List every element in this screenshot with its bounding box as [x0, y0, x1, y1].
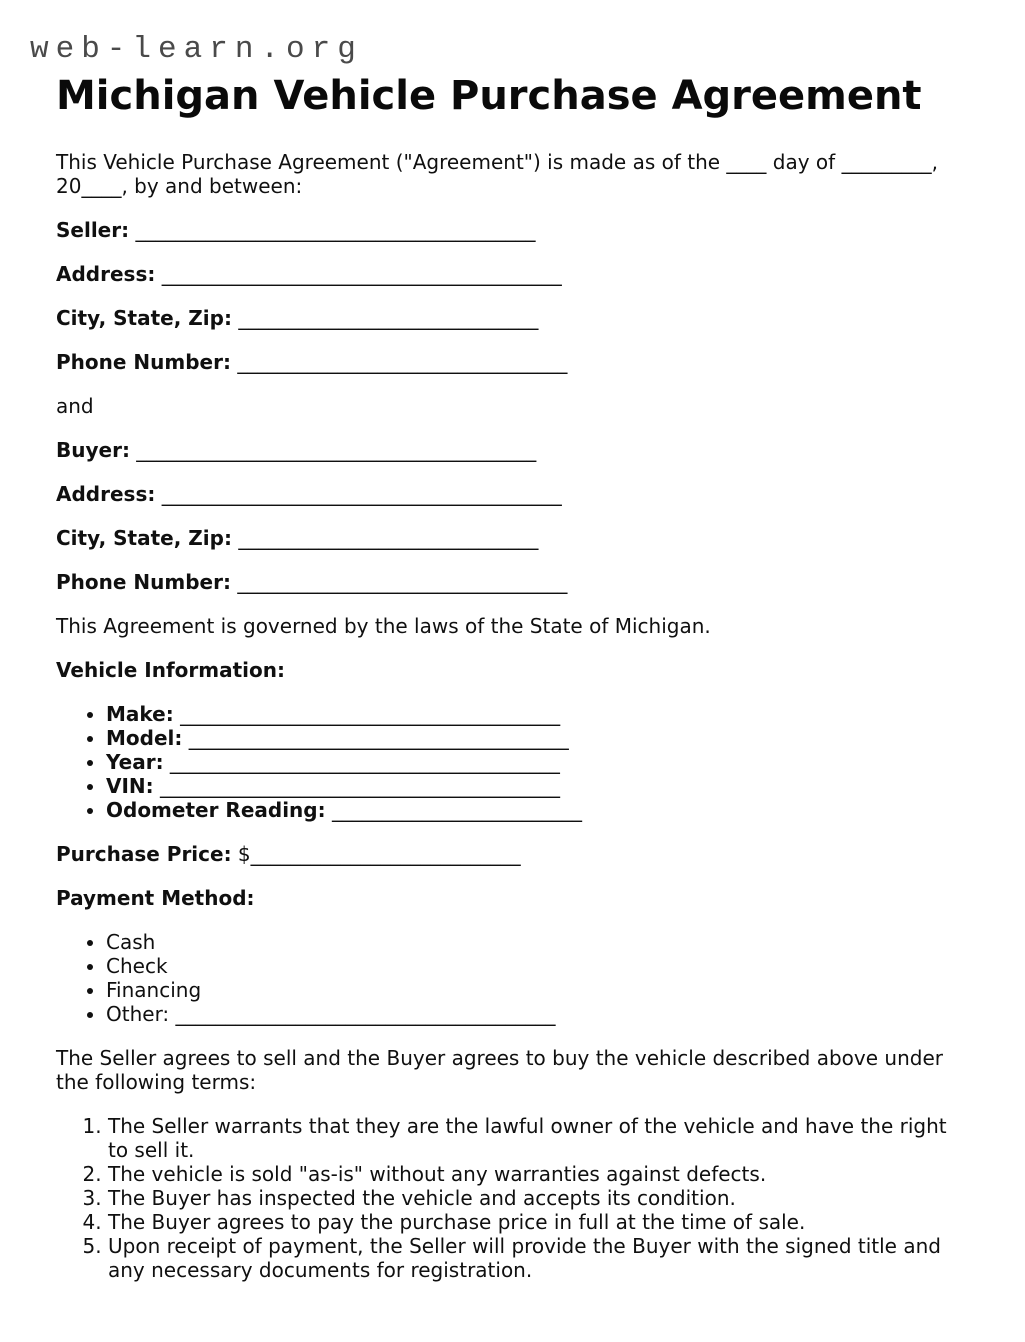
seller-address-field — [56, 262, 966, 286]
seller-city-state-zip-field — [56, 306, 966, 330]
buyer-city-state-zip-blank: ______________________________ — [231, 526, 539, 550]
payment-option-check — [106, 954, 966, 978]
seller-name-label: Seller: — [56, 218, 130, 242]
vehicle-information-list — [56, 702, 966, 822]
vehicle-odometer-item — [106, 798, 966, 822]
vehicle-make-label: Make: — [106, 702, 174, 726]
buyer-name-field — [56, 438, 966, 462]
vehicle-model-label: Model: — [106, 726, 183, 750]
buyer-phone-blank: _________________________________ — [230, 570, 568, 594]
connector-text: and — [56, 394, 94, 418]
vehicle-vin-blank: ________________________________________ — [153, 774, 561, 798]
buyer-phone-field — [56, 570, 966, 594]
buyer-phone-label: Phone Number: — [56, 570, 231, 594]
seller-name-blank: ________________________________________ — [129, 218, 536, 242]
seller-phone-blank: _________________________________ — [230, 350, 568, 374]
term-item-1: 1. The Seller warrants that they are the lawful owner of the vehicle and have the right to sell it. — [108, 1114, 966, 1162]
payment-option-check-label: Check — [106, 954, 168, 978]
vehicle-make-blank: ______________________________________ — [173, 702, 561, 726]
seller-address-blank: ________________________________________ — [155, 262, 562, 286]
buyer-address-field — [56, 482, 966, 506]
seller-phone-field — [56, 350, 966, 374]
seller-phone-label: Phone Number: — [56, 350, 231, 374]
payment-option-other-label: Other: — [106, 1002, 170, 1026]
vehicle-model-item — [106, 726, 966, 750]
vehicle-model-blank: ______________________________________ — [182, 726, 569, 750]
buyer-name-blank: ________________________________________ — [129, 438, 537, 462]
site-logo: web-learn.org — [30, 32, 363, 67]
seller-address-label: Address: — [56, 262, 156, 286]
seller-city-state-zip-blank: ______________________________ — [231, 306, 539, 330]
buyer-name-label: Buyer: — [56, 438, 130, 462]
vehicle-make-item — [106, 702, 966, 726]
vehicle-year-blank: _______________________________________ — [163, 750, 560, 774]
payment-option-cash-label: Cash — [106, 930, 156, 954]
payment-method-list — [56, 930, 966, 1026]
term-item-3: 3. The Buyer has inspected the vehicle and accepts its condition. — [108, 1186, 966, 1210]
terms-list — [56, 1114, 966, 1282]
buyer-city-state-zip-label: City, State, Zip: — [56, 526, 232, 550]
vehicle-odometer-label: Odometer Reading: — [106, 798, 326, 822]
vehicle-vin-label: VIN: — [106, 774, 154, 798]
terms-intro-paragraph: The Seller agrees to sell and the Buyer agrees to buy the vehicle described above under the following terms: — [56, 1046, 943, 1094]
payment-option-cash — [106, 930, 966, 954]
seller-city-state-zip-label: City, State, Zip: — [56, 306, 232, 330]
purchase-price-blank: $___________________________ — [231, 842, 521, 866]
vehicle-year-item — [106, 750, 966, 774]
buyer-address-label: Address: — [56, 482, 156, 506]
term-item-5: 5. Upon receipt of payment, the Seller will provide the Buyer with the signed title and any necessary documents for registration. — [108, 1234, 966, 1282]
payment-option-financing — [106, 978, 966, 1002]
term-item-4: 4. The Buyer agrees to pay the purchase price in full at the time of sale. — [108, 1210, 966, 1234]
governing-law-text: This Agreement is governed by the laws of the State of Michigan. — [56, 614, 711, 638]
payment-option-financing-label: Financing — [106, 978, 202, 1002]
vehicle-odometer-blank: _________________________ — [325, 798, 582, 822]
vehicle-information-heading: Vehicle Information: — [56, 658, 285, 682]
page-title: Michigan Vehicle Purchase Agreement — [56, 73, 922, 119]
seller-name-field — [56, 218, 966, 242]
purchase-price-field — [56, 842, 966, 866]
buyer-address-blank: ________________________________________ — [155, 482, 562, 506]
buyer-city-state-zip-field — [56, 526, 966, 550]
intro-paragraph: This Vehicle Purchase Agreement ("Agreement") is made as of the ____ day of _________, 20____, by and between: — [56, 150, 938, 198]
vehicle-vin-item — [106, 774, 966, 798]
term-item-2: 2. The vehicle is sold "as-is" without any warranties against defects. — [108, 1162, 966, 1186]
payment-option-other — [106, 1002, 966, 1026]
payment-option-other-blank: ______________________________________ — [169, 1002, 556, 1026]
vehicle-year-label: Year: — [106, 750, 164, 774]
payment-method-heading: Payment Method: — [56, 886, 255, 910]
purchase-price-label: Purchase Price: — [56, 842, 232, 866]
